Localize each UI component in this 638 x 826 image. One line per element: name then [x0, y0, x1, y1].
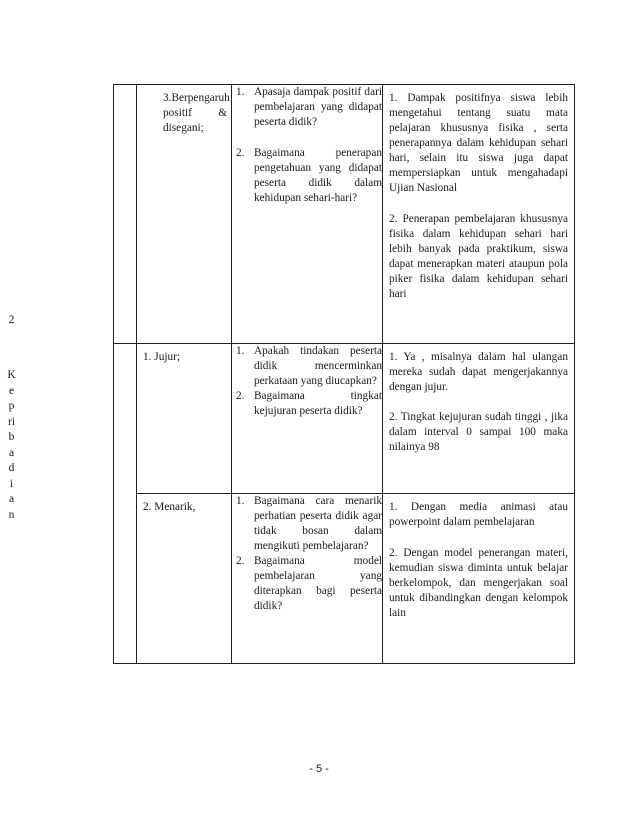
answers-cell: [383, 494, 575, 664]
question-text: Apakah tindakan peserta didik mencerminkan perkataan yang diucapkan?: [254, 345, 382, 387]
table-row: [114, 494, 575, 664]
table-row: [114, 85, 575, 344]
question-number: 2.: [236, 390, 245, 402]
question-text: Apasaja dampak positif dari pembelajaran yang didapat peserta didik?: [254, 86, 382, 128]
question-text: Bagaimana cara menarik perhatian peserta didik agar tidak bosan dalam mengikuti pembelajaran?: [254, 495, 382, 552]
question-number: 2.: [236, 147, 245, 159]
table-row: [114, 344, 575, 494]
question-number: 1.: [236, 345, 245, 357]
aspect-text: 1. Jujur;: [143, 351, 181, 363]
aspect-cell: [137, 85, 232, 344]
vertical-letter: ri: [7, 415, 16, 428]
page-number: - 5 -: [309, 763, 329, 775]
question-text: Bagaimana model pembelajaran yang diterapkan bagi peserta didik?: [254, 555, 382, 612]
answer-text: 1. Dengan media animasi atau powerpoint dalam pembelajaran: [389, 501, 568, 528]
answer-text: 2. Penerapan pembelajaran khususnya fisika dalam kehidupan sehari hari lebih banyak pada praktikum, siswa dapat menerapkan materi ataupun pola piker fisika dalam kehidupan sehari hari: [389, 213, 568, 300]
answers-cell: [383, 344, 575, 494]
group-number-cell: [114, 344, 137, 664]
questions-cell: [232, 344, 383, 494]
aspect-cell: [137, 344, 232, 494]
aspect-cell: [137, 494, 232, 664]
answer-text: 1. Dampak positifnya siswa lebih mengetahui tentang suatu mata pelajaran khususnya fisika , serta penerapannya dalam kehidupan sehari hari, selain itu siswa juga dapat mempersiapkan untuk mengahadapi Ujian Nasional: [389, 92, 568, 194]
vertical-letter: K: [7, 369, 16, 381]
number-cell-empty: [114, 85, 137, 344]
questions-cell: [232, 85, 383, 344]
question-item: [232, 85, 382, 130]
aspect-text: 3.Berpengaruh positif & disegani;: [163, 92, 230, 134]
aspect-text: 2. Menarik,: [143, 501, 196, 513]
question-item: [232, 344, 382, 389]
answer-text: 2. Tingkat kejujuran sudah tinggi , jika dalam interval 0 sampai 100 maka nilainya 98: [389, 411, 568, 453]
answer-text: 1. Ya , misalnya dalam hal ulangan mereka sudah dapat mengerjakannya dengan jujur.: [389, 351, 568, 393]
question-list: [232, 494, 382, 614]
question-item: [232, 389, 382, 419]
vertical-letter: a: [8, 493, 15, 505]
questions-cell: [232, 494, 383, 664]
question-number: 1.: [236, 86, 245, 98]
question-text: Bagaimana penerapan pengetahuan yang didapat peserta didik dalam kehidupan sehari-hari?: [254, 147, 382, 204]
question-item: [232, 146, 382, 206]
vertical-letter: d: [8, 462, 15, 474]
vertical-letter: i: [9, 477, 14, 490]
vertical-letter: e: [8, 384, 15, 397]
question-number: 2.: [236, 555, 245, 567]
question-list: [232, 344, 382, 419]
vertical-letter: a: [8, 446, 15, 459]
question-list: [232, 85, 382, 206]
answers-cell: [383, 85, 575, 344]
evaluation-table: [113, 84, 575, 664]
question-item: [232, 494, 382, 554]
vertical-letter: p: [8, 400, 15, 412]
question-number: 1.: [236, 495, 245, 507]
answer-text: 2. Dengan model penerangan materi, kemudian siswa diminta untuk belajar berkelompok, dan mengerjakan soal untuk dibandingkan dengan kelompok lain: [389, 547, 568, 619]
group-number: 2: [8, 312, 15, 326]
question-item: [232, 554, 382, 614]
group-vertical-label: [0, 368, 23, 523]
question-text: Bagaimana tingkat kejujuran peserta didik?: [254, 390, 382, 417]
vertical-letter: n: [8, 508, 15, 521]
vertical-letter: b: [8, 431, 15, 443]
